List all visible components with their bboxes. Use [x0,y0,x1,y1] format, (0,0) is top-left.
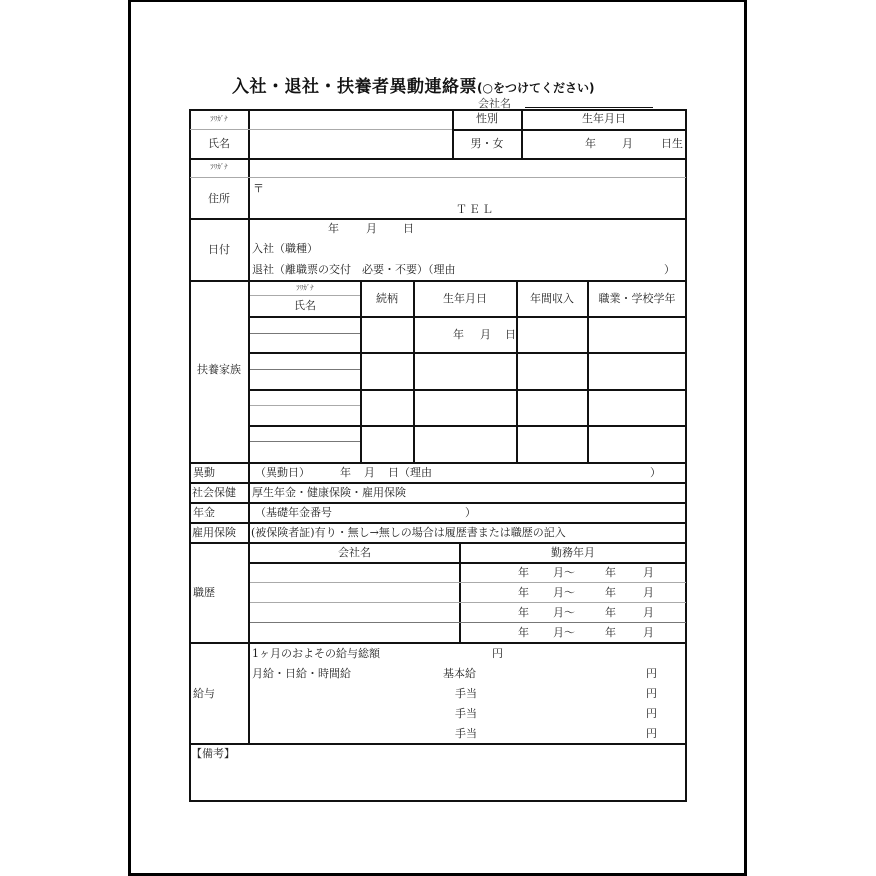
birthdate-label: 生年月日 [582,112,626,125]
row-divider-employment [189,542,687,544]
table-right-border [685,109,687,802]
dep-1-birth-month: 月 [480,328,491,341]
dep-4-name-input[interactable] [250,427,360,461]
remarks-input[interactable] [191,762,685,799]
career-row-1-divider [250,582,686,583]
postal-mark: 〒 [253,182,264,195]
career-period-header: 勤務年月 [551,546,595,559]
career-4-to-year: 年 [605,626,616,639]
social-insurance-options[interactable]: 厚生年金・健康保険・雇用保険 [252,486,406,499]
pension-close: ） [465,506,476,519]
career-2-to-year: 年 [605,586,616,599]
salary-allowance-3-input[interactable] [485,725,643,743]
date-year-unit: 年 [328,222,339,235]
change-label: 異動 [193,466,215,479]
change-day-reason: 日（理由 [388,466,432,479]
change-close: ） [650,466,661,479]
dep-1-birth-year: 年 [453,328,464,341]
salary-type-options[interactable]: 月給・日給・時間給 [252,667,351,680]
career-1-company-input[interactable] [250,564,459,582]
salary-allowance-2-unit: 円 [646,707,657,720]
birth-month-unit: 月 [622,137,633,150]
career-4-to-month: 月 [643,626,654,639]
tel-label: ＴＥＬ [456,203,495,216]
row-divider-dependents [189,462,687,464]
career-3-company-input[interactable] [250,604,459,622]
dep-header-birthdate: 生年月日 [443,292,487,305]
career-1-to-year: 年 [605,566,616,579]
dep-header-name: 氏名 [294,299,316,312]
social-insurance-label: 社会保健 [192,486,236,499]
salary-total-label: 1ヶ月のおよその給与総額 [252,647,380,660]
salary-allowance-1-label: 手当 [455,687,477,700]
pension-label: 年金 [193,506,215,519]
career-4-from-year: 年 [518,626,529,639]
career-1-from-year: 年 [518,566,529,579]
salary-base-unit: 円 [646,667,657,680]
career-2-to-month: 月 [643,586,654,599]
dep-1-name-input[interactable] [250,318,360,352]
date-label: 日付 [208,243,230,256]
career-2-company-input[interactable] [250,584,459,602]
change-month-unit: 月 [364,466,375,479]
dep-header-furigana: ﾌﾘｶﾞﾅ [296,284,314,292]
employment-insurance-options[interactable]: (被保険者証)有り・無し→無しの場合は履歴書または職歴の記入 [251,526,566,539]
salary-base-input[interactable] [485,665,643,683]
company-name-label: 会社名 [478,97,511,110]
row-divider-address [189,218,687,220]
dep-col-occupation [587,280,589,463]
dep-2-name-input[interactable] [250,354,360,388]
dep-col-relation [360,280,362,463]
row-divider-career [189,642,687,644]
address-furigana-label: ﾌﾘｶﾞﾅ [210,163,228,171]
career-4-from-month: 月～ [553,626,575,639]
company-name-field[interactable] [525,107,653,108]
birth-year-unit: 年 [585,137,596,150]
career-2-from-year: 年 [518,586,529,599]
salary-allowance-3-label: 手当 [455,727,477,740]
career-4-company-input[interactable] [250,624,459,642]
address-furigana-divider [190,177,686,178]
row-divider-change [189,482,687,484]
address-furigana-input[interactable] [250,160,685,177]
name-furigana-input[interactable] [250,111,451,129]
career-row-3-divider [250,622,686,623]
table-left-border [189,109,191,802]
salary-label: 給与 [193,687,215,700]
dep-header-relation: 続柄 [376,292,398,305]
salary-allowance-1-unit: 円 [646,687,657,700]
change-year-unit: 年 [340,466,351,479]
name-label: 氏名 [208,137,230,150]
salary-total-unit: 円 [492,647,503,660]
salary-base-label: 基本給 [443,667,476,680]
name-furigana-divider [190,129,452,130]
salary-allowance-3-unit: 円 [646,727,657,740]
dep-col-income [516,280,518,463]
gender-options[interactable]: 男・女 [470,137,504,150]
date-day-unit: 日 [403,222,414,235]
form-title-note: (○をつけてください) [477,81,595,95]
dep-header-furigana-line [250,295,360,296]
name-input[interactable] [250,131,451,158]
dep-1-birth-day: 日 [505,328,516,341]
leave-reason-close: ） [664,263,675,276]
leave-reason[interactable]: 退社（離職票の交付 必要・不要）（理由 [252,263,456,276]
salary-total-input[interactable] [400,645,490,663]
row-divider-salary [189,743,687,745]
career-label: 職歴 [193,586,215,599]
join-job-type[interactable]: 入社（職種） [252,242,318,255]
career-1-to-month: 月 [643,566,654,579]
gender-label: 性別 [476,112,498,125]
row-divider-pension [189,522,687,524]
career-company-header: 会社名 [338,546,371,559]
career-3-from-year: 年 [518,606,529,619]
form-title [232,72,594,97]
career-2-from-month: 月～ [553,586,575,599]
table-bottom-border [189,800,687,802]
gender-header-divider [452,129,686,131]
dep-header-income: 年間収入 [530,292,574,305]
row-divider-social [189,502,687,504]
salary-allowance-1-input[interactable] [485,685,643,703]
birth-day-unit: 日生 [661,137,683,150]
salary-allowance-2-label: 手当 [455,707,477,720]
employment-insurance-label: 雇用保険 [192,526,236,539]
dep-col-birthdate [413,280,415,463]
dependents-label: 扶養家族 [197,363,241,376]
salary-allowance-2-input[interactable] [485,705,643,723]
dep-header-occupation: 職業・学校学年 [598,292,676,305]
pension-number-label: （基礎年金番号 [255,506,332,519]
dep-3-name-input[interactable] [250,391,360,425]
career-1-from-month: 月～ [553,566,575,579]
remarks-label: 【備考】 [191,747,235,760]
name-furigana-label: ﾌﾘｶﾞﾅ [210,115,228,123]
career-row-2-divider [250,602,686,603]
career-3-to-year: 年 [605,606,616,619]
tel-input[interactable] [500,200,685,217]
career-3-from-month: 月～ [553,606,575,619]
date-month-unit: 月 [366,222,377,235]
address-input[interactable] [265,180,685,200]
form-title-text: 入社・退社・扶養者異動連絡票 [232,77,477,97]
address-label: 住所 [208,192,230,205]
row-divider-date [189,280,687,282]
career-3-to-month: 月 [643,606,654,619]
change-date-label: （異動日） [255,466,310,479]
